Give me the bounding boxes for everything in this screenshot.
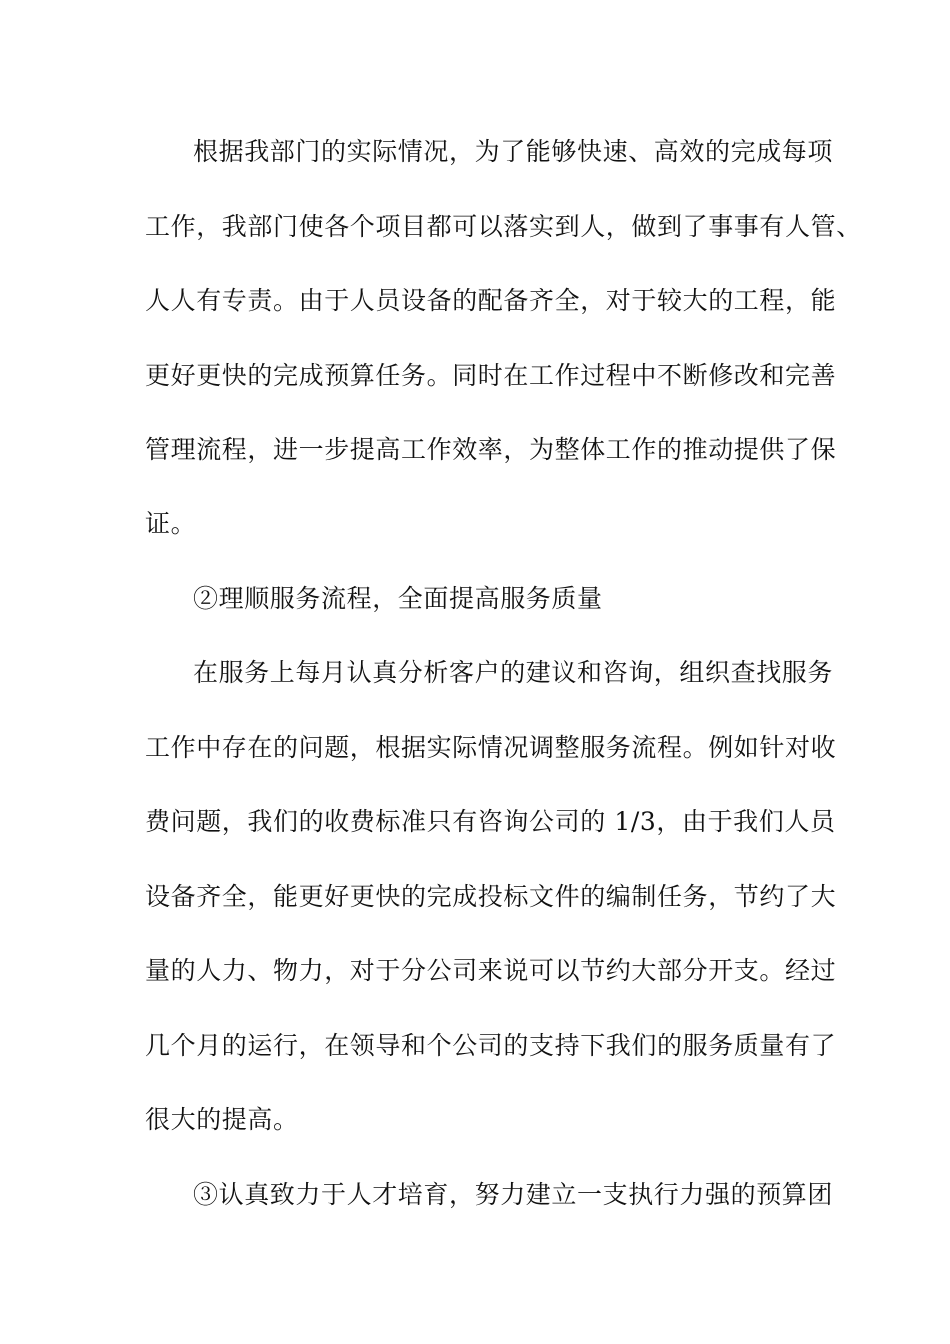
paragraph-1-line-5: 管理流程，进一步提高工作效率，为整体工作的推动提供了保 xyxy=(145,435,837,464)
paragraph-1-line-4: 更好更快的完成预算任务。同时在工作过程中不断修改和完善 xyxy=(145,361,837,390)
section-heading-3: ③认真致力于人才培育，努力建立一支执行力强的预算团 xyxy=(193,1180,834,1209)
paragraph-2-line-6: 几个月的运行，在领导和个公司的支持下我们的服务质量有了 xyxy=(145,1031,837,1060)
paragraph-2-line-2: 工作中存在的问题，根据实际情况调整服务流程。例如针对收 xyxy=(145,733,837,762)
paragraph-2-line-5: 量的人力、物力，对于分公司来说可以节约大部分开支。经过 xyxy=(145,956,837,985)
paragraph-2-line-7: 很大的提高。 xyxy=(145,1105,299,1134)
paragraph-2-line-1: 在服务上每月认真分析客户的建议和咨询，组织查找服务 xyxy=(193,658,834,687)
paragraph-1-line-6: 证。 xyxy=(145,509,197,538)
paragraph-1-line-3: 人人有专责。由于人员设备的配备齐全，对于较大的工程，能 xyxy=(145,286,837,315)
paragraph-1-line-1: 根据我部门的实际情况，为了能够快速、高效的完成每项 xyxy=(193,137,834,166)
paragraph-2-line-3: 费问题，我们的收费标准只有咨询公司的 1/3，由于我们人员 xyxy=(145,807,836,836)
section-heading-2: ②理顺服务流程，全面提高服务质量 xyxy=(193,584,603,613)
paragraph-1-line-2: 工作，我部门使各个项目都可以落实到人，做到了事事有人管、 xyxy=(145,212,862,241)
paragraph-2-line-4: 设备齐全，能更好更快的完成投标文件的编制任务，节约了大 xyxy=(145,882,837,911)
